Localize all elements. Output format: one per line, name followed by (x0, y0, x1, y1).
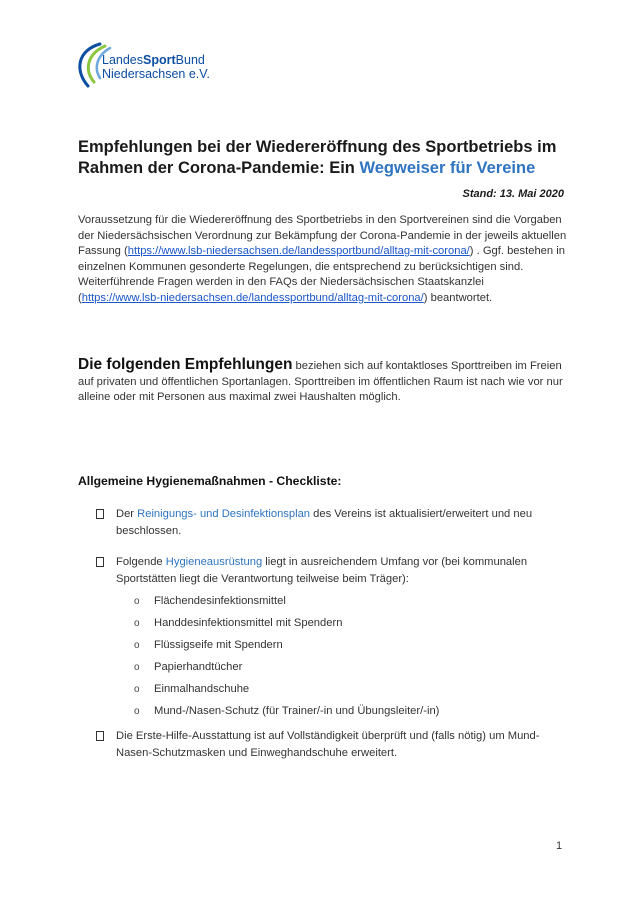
checklist-item-hygiene-equipment (96, 554, 566, 588)
bullet-icon: o (134, 618, 140, 629)
landessportbund-logo (72, 36, 212, 96)
checklist-heading: Allgemeine Hygienemaßnahmen - Checkliste: (78, 474, 342, 488)
sub-list-item: o Papierhandtücher (134, 661, 243, 673)
sub-list-item: o Handdesinfektionsmittel mit Spendern (134, 617, 343, 629)
sub-list-item: o Flächendesinfektionsmittel (134, 595, 286, 607)
bullet-icon: o (134, 706, 140, 717)
item-text: Der (116, 508, 138, 520)
sub-list-item: o Mund-/Nasen-Schutz (für Trainer/-in und Übungsleiter/-in) (134, 705, 440, 717)
checkbox-icon[interactable] (96, 731, 104, 741)
intro-text-1: Voraussetzung für die Wiedereröffnung des Sportbetriebs in den Sportvereinen sind die Vorgaben der Niedersächsischen Verordnung zur Bekämpfung der Corona-Pandemie in der jeweils aktuellen Fassung ( (78, 214, 567, 258)
recommendations-paragraph (78, 357, 568, 406)
item-highlight: Hygieneausrüstung (165, 556, 263, 568)
checklist-item-first-aid (96, 728, 566, 762)
logo-word-bund: Bund (175, 53, 205, 67)
logo-subline: Niedersachsen e.V. (102, 67, 210, 82)
bullet-icon: o (134, 596, 140, 607)
item-text: liegt in ausreichendem Umfang vor (bei kommunalen Sportstätten liegt die Verantwortung teilweise beim Träger): (116, 556, 528, 585)
lsb-corona-link-2[interactable]: https://www.lsb-niedersachsen.de/landessportbund/alltag-mit-corona/ (81, 291, 424, 304)
logo-wordmark (102, 53, 210, 82)
document-date: Stand: 13. Mai 2020 (462, 188, 564, 200)
sub-list-item: o Einmalhandschuhe (134, 683, 250, 695)
intro-text-2: ) . Ggf. bestehen in einzelnen Kommunen gesonderte Regelungen, die entsprechend zu berücksichtigen sind. Weiterführende Fragen werden in den FAQs der Niedersächsischen Staatskanzlei ( (78, 245, 565, 304)
recommendations-text: beziehen sich auf kontaktloses Sporttreiben im Freien auf privaten und öffentlichen Sportanlagen. Sporttreiben im öffentlichen Raum ist nach wie vor nur alleine oder mit Personen aus maximal zwei Haushalten möglich. (78, 360, 563, 404)
title-highlight: Wegweiser für Vereine (359, 159, 536, 177)
item-highlight: Reinigungs- und Desinfektionsplan (137, 508, 311, 520)
checkbox-icon[interactable] (96, 509, 104, 519)
bullet-icon: o (134, 662, 140, 673)
logo-word-sport: Sport (143, 53, 176, 67)
page-number: 1 (556, 840, 563, 852)
item-text: Die Erste-Hilfe-Ausstattung ist auf Vollständigkeit überprüft und (falls nötig) um Mund-Nasen-Schutzmasken und Einweghandschuhe erweitert. (116, 730, 540, 759)
bullet-icon: o (134, 684, 140, 695)
item-text: des Vereins ist aktualisiert/erweitert und neu beschlossen. (116, 508, 533, 537)
checklist-item-cleaning-plan (96, 506, 566, 540)
bullet-icon: o (134, 640, 140, 651)
intro-paragraph (78, 213, 568, 307)
title-text: Empfehlungen bei der Wiedereröffnung des Sportbetriebs im Rahmen der Corona-Pandemie: Ein (78, 138, 557, 177)
logo-word-landes: Landes (102, 53, 144, 67)
lsb-corona-link-1[interactable]: https://www.lsb-niedersachsen.de/landessportbund/alltag-mit-corona/ (127, 245, 470, 258)
recommendations-lead: Die folgenden Empfehlungen (78, 356, 293, 373)
item-text: Folgende (116, 556, 166, 568)
checkbox-icon[interactable] (96, 557, 104, 567)
intro-text-3: ) beantwortet. (423, 291, 493, 304)
sub-list-item: o Flüssigseife mit Spendern (134, 639, 283, 651)
document-title (78, 137, 578, 179)
